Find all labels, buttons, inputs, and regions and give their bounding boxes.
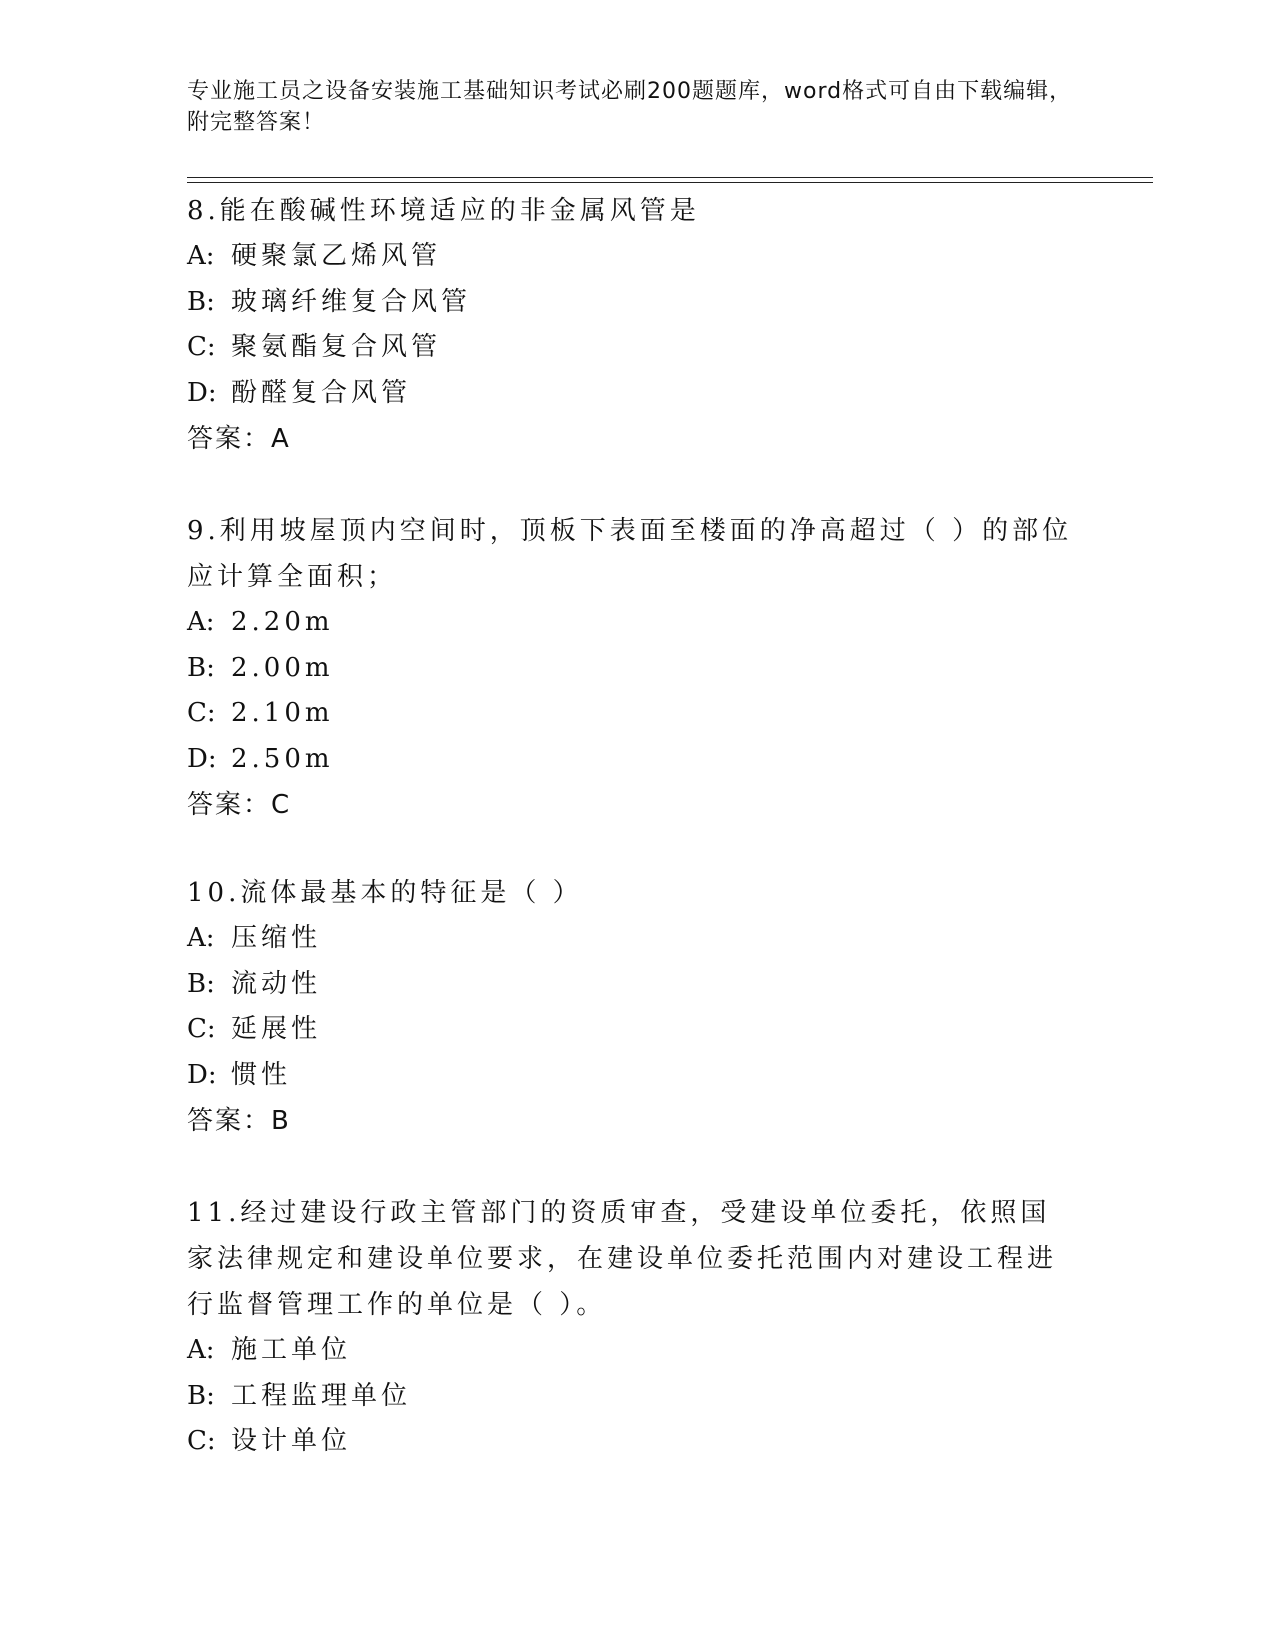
option-letter: D: (187, 1059, 217, 1090)
option-b (187, 1374, 1077, 1420)
option-text: 玻璃纤维复合风管 (231, 286, 472, 317)
option-text: 压缩性 (231, 923, 322, 953)
option-text: 2.50m (231, 743, 334, 774)
option-a (187, 1328, 1077, 1374)
option-text: 酚醛复合风管 (231, 377, 412, 408)
option-b (187, 646, 1077, 692)
answer-line: 答案：B (187, 1106, 291, 1136)
option-letter: A: (187, 241, 215, 271)
option-a (187, 234, 1077, 280)
document-header: 专业施工员之设备安装施工基础知识考试必刷200题题库，word格式可自由下载编辑，附完整答案！ (187, 79, 1073, 135)
option-letter: B: (187, 968, 215, 999)
option-b (187, 962, 1077, 1008)
option-a (187, 600, 1077, 646)
question-stem: 8.能在酸碱性环境适应的非金属风管是 (187, 196, 700, 226)
option-c (187, 691, 1077, 737)
answer-line: 答案：C (187, 790, 292, 820)
option-letter: C: (187, 1426, 216, 1456)
header-divider-bottom (187, 182, 1153, 183)
option-text: 施工单位 (231, 1335, 352, 1365)
option-letter: B: (187, 1380, 215, 1411)
option-c (187, 325, 1077, 371)
option-letter: C: (187, 1014, 216, 1044)
question-9 (187, 508, 1077, 828)
option-d (187, 1053, 1077, 1099)
option-text: 聚氨酯复合风管 (231, 332, 442, 362)
option-c (187, 1419, 1077, 1465)
question-stem: 9.利用坡屋顶内空间时，顶板下表面至楼面的净高超过（ ）的部位应计算全面积； (187, 516, 1073, 592)
option-d (187, 371, 1077, 417)
option-letter: D: (187, 743, 217, 774)
option-text: 2.20m (231, 607, 334, 637)
option-letter: B: (187, 652, 215, 683)
question-stem: 11.经过建设行政主管部门的资质审查，受建设单位委托，依照国家法律规定和建设单位要求，在建设单位委托范围内对建设工程进行监督管理工作的单位是（ ）。 (187, 1198, 1058, 1320)
option-b (187, 280, 1077, 326)
option-text: 硬聚氯乙烯风管 (231, 241, 442, 271)
option-text: 延展性 (231, 1014, 322, 1044)
option-letter: D: (187, 377, 217, 408)
header-divider-top (187, 177, 1153, 178)
option-text: 设计单位 (231, 1426, 352, 1456)
option-letter: A: (187, 1335, 215, 1365)
option-letter: C: (187, 698, 216, 728)
answer-line: 答案：A (187, 424, 291, 454)
option-text: 2.00m (231, 652, 334, 683)
option-c (187, 1007, 1077, 1053)
option-letter: C: (187, 332, 216, 362)
option-d (187, 737, 1077, 783)
option-text: 工程监理单位 (231, 1380, 412, 1411)
question-stem: 10.流体最基本的特征是（ ） (187, 878, 583, 908)
option-letter: B: (187, 286, 215, 317)
option-text: 2.10m (231, 698, 334, 728)
question-8 (187, 188, 1077, 462)
option-letter: A: (187, 923, 215, 953)
option-text: 流动性 (231, 968, 322, 999)
option-a (187, 916, 1077, 962)
option-letter: A: (187, 607, 215, 637)
question-10 (187, 870, 1077, 1144)
option-text: 惯性 (231, 1059, 292, 1090)
question-11 (187, 1190, 1077, 1465)
